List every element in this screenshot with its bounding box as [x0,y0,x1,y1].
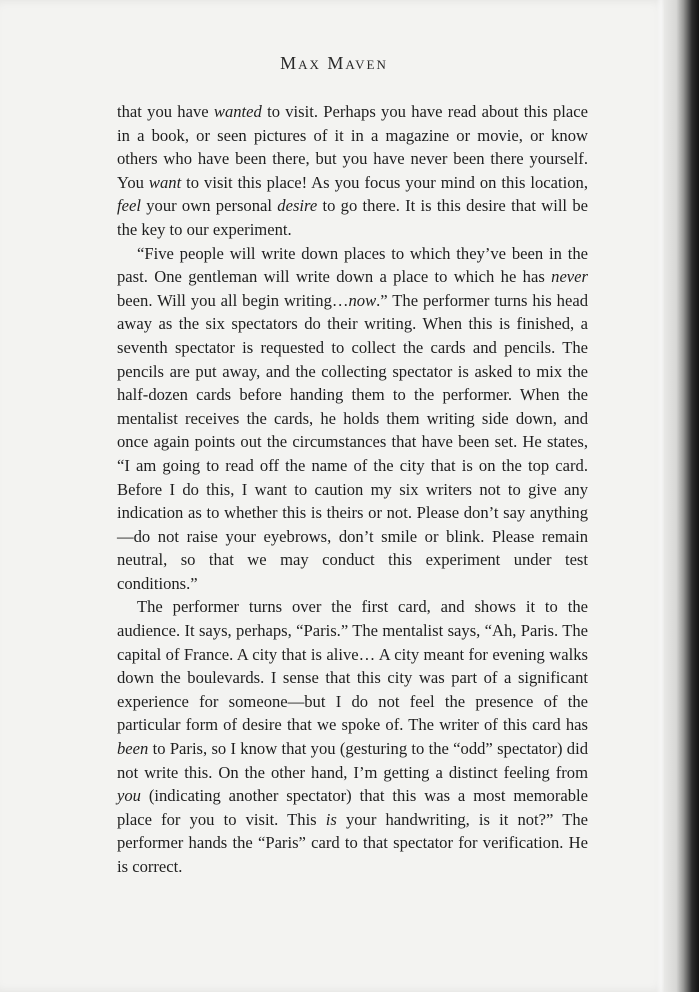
emphasis: want [148,172,182,192]
body-text [117,100,588,879]
text-run: been. Will you all begin writing… [117,290,349,310]
text-run: to go there. It is this desire that will be the key to our experiment. [117,196,588,239]
emphasis: you [117,786,141,806]
text-run: to visit this place! As you focus your mind on this location, [181,172,588,192]
text-run: (indicating another spectator) that this was a most memorable place for you to visit. This [117,786,588,829]
book-spine-edge [664,0,699,992]
paragraph-1 [117,100,588,242]
text-run: “Five people will write down places to which they’ve been in the past. One gentleman will write down a place to which he has [117,243,588,287]
emphasis: desire [277,196,318,216]
emphasis: been [117,739,149,759]
text-run: to visit. Perhaps you have read about this place in a book, or seen pictures of it in a magazine or movie, or know others who have been there, but you have never been there yourself. You [117,102,588,192]
paragraph-2 [117,242,588,596]
text-run: The performer turns over the first card, and shows it to the audience. It says, perhaps, “Paris.” The mentalist says, “Ah, Paris. The capital of France. A city that is alive… A city meant for evening walks down the boulevards. I sense that this city was part of a significant experience for someone—but I do not feel the presence of the particular form of desire that we spoke of. The writer of this card has [117,597,588,735]
running-head: Max Maven [280,53,388,73]
emphasis: never [551,267,588,287]
text-run: to Paris, so I know that you (gesturing to the “odd” spectator) did not write this. On the other hand, I’m getting a distinct feeling from [117,739,588,782]
emphasis: now [348,290,377,310]
paragraph-3 [117,595,588,878]
text-run: your own personal [140,196,278,216]
text-run: your handwriting, is it not?” The performer hands the “Paris” card to that spectator for verification. He is correct. [117,809,588,876]
text-run: .” The performer turns his head away as the six spectators do their writing. When this is finished, a seventh spectator is requested to collect the cards and pencils. The pencils are put away, and the collecting spectator is asked to mix the half-dozen cards before handing them to the performer. When the mentalist receives the cards, he holds them writing side down, and once again points out the circumstances that have been set. He states, “I am going to read off the name of the city that is on the top card. Before I do this, I want to caution my six writers not to give any indication as to whether this is theirs or not. Please don’t say anything—do not raise your eyebrows, don’t smile or blink. Please remain neutral, so that we may conduct this experiment under test conditions.” [117,290,588,593]
text-run: that you have [117,102,214,121]
emphasis: is [325,809,337,829]
emphasis: feel [117,196,141,216]
emphasis: wanted [213,102,262,121]
